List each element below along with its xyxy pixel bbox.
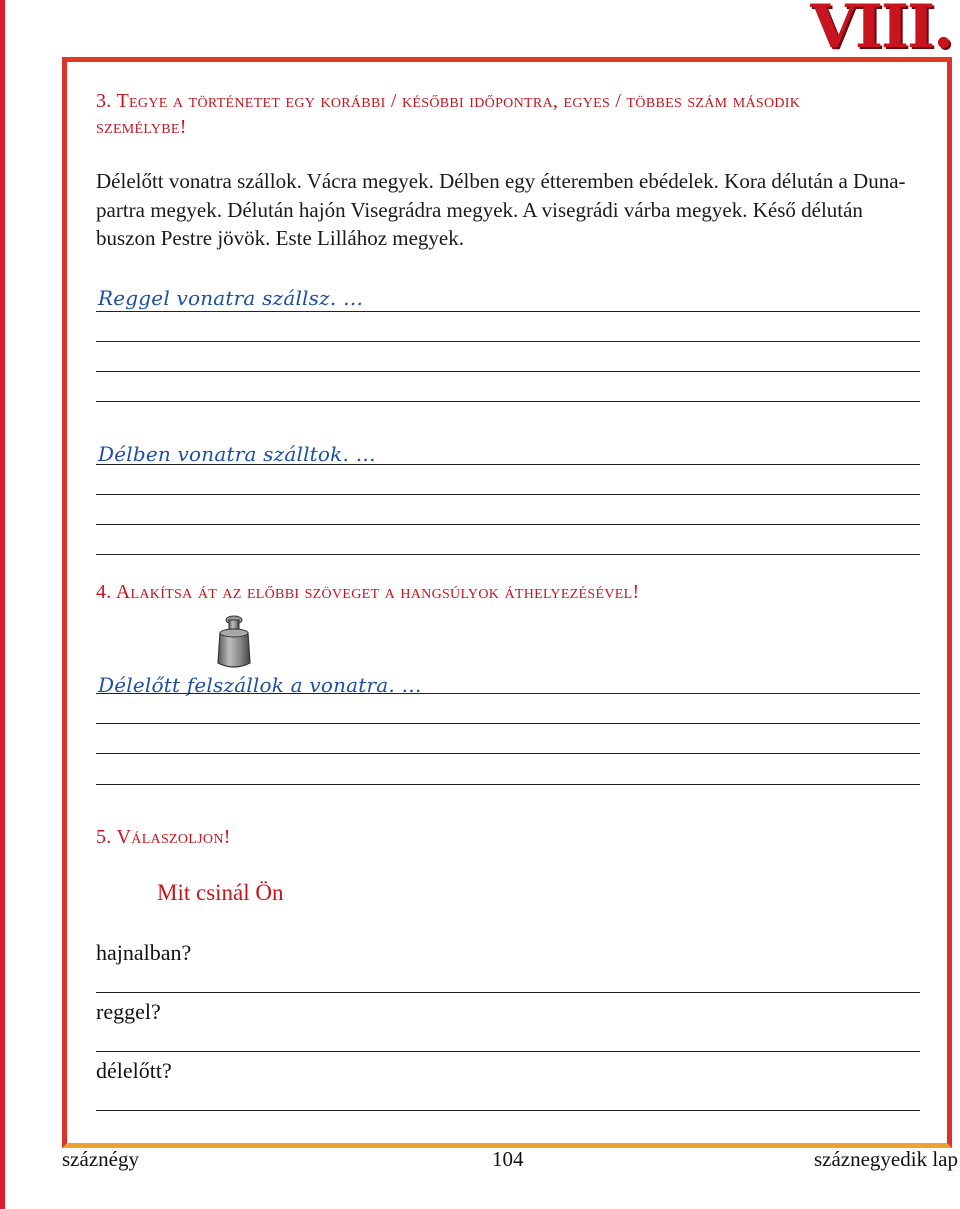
footer-page-word-right: száznegyedik lap: [813, 1147, 958, 1171]
writing-line[interactable]: [96, 464, 920, 465]
chapter-number: VIII.: [810, 0, 952, 62]
question-prompt: Mit csinál Ön: [157, 880, 284, 905]
writing-line[interactable]: [96, 401, 920, 402]
writing-line[interactable]: [96, 524, 920, 525]
writing-line[interactable]: [96, 341, 920, 342]
question-2: reggel?: [96, 999, 161, 1024]
writing-line[interactable]: [96, 693, 920, 694]
writing-line[interactable]: [96, 554, 920, 555]
answer-line[interactable]: [96, 1110, 920, 1111]
footer-page-number: 104: [492, 1147, 524, 1171]
page-edge-bar: [0, 0, 5, 1209]
answer-line[interactable]: [96, 992, 920, 993]
writing-line[interactable]: [96, 371, 920, 372]
writing-line[interactable]: [96, 753, 920, 754]
weight-icon: [212, 613, 262, 671]
question-1: hajnalban?: [96, 940, 192, 965]
answer-example-2: Délben vonatra szálltok. …: [98, 442, 376, 466]
answer-example-1: Reggel vonatra szállsz. …: [98, 286, 364, 310]
exercise-3-text: Délelőtt vonatra szállok. Vácra megyek. Délben egy étteremben ebédelek. Kora délután a Duna-partra megyek. Délután hajón Visegrádra megyek. A visegrádi várba megyek. Késő délután buszon Pestre jövök. Este Lillához megyek.: [96, 169, 906, 250]
exercise-4-heading: 4. Alakítsa át az előbbi szöveget a hangsúlyok áthelyezésével!: [96, 581, 640, 603]
question-3: délelőtt?: [96, 1058, 172, 1083]
writing-line[interactable]: [96, 494, 920, 495]
writing-line[interactable]: [96, 311, 920, 312]
writing-line[interactable]: [96, 784, 920, 785]
exercise-3-heading: 3. Tegye a történetet egy korábbi / későbbi időpontra, egyes / többes szám második személybe!: [96, 90, 801, 138]
answer-line[interactable]: [96, 1051, 920, 1052]
exercise-5-heading: 5. Válaszoljon!: [96, 826, 231, 848]
footer-page-word-left: száznégy: [62, 1147, 139, 1171]
writing-line[interactable]: [96, 723, 920, 724]
answer-example-3: Délelőtt felszállok a vonatra. …: [98, 673, 422, 697]
